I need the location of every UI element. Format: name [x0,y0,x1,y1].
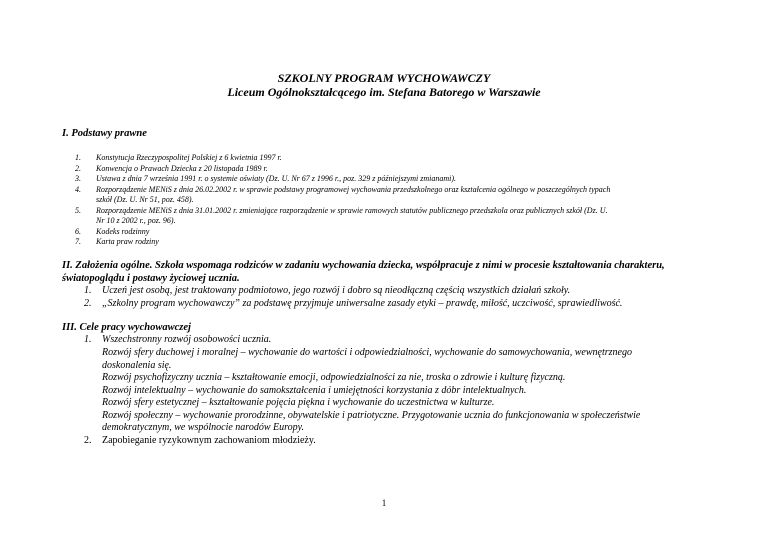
sub-line: Rozwój psychofizyczny ucznia – kształtowanie emocji, odpowiedzialności za nie, troska o zdrowie i kulturę fizyczną. [102,372,566,383]
sub-line: Rozwój intelektualny – wychowanie do samokształcenia i umiejętności korzystania z dóbr intelektualnych. [102,384,527,396]
document-subtitle: Liceum Ogólnokształcącego im. Stefana Batorego w Warszawie [227,85,541,99]
sub-line: Rozwój sfery duchowej i moralnej – wychowanie do wartości i odpowiedzialności, wychowanie do samowychowania, wewnętrznego [102,347,632,358]
sub-line: Rozwój społeczny – wychowanie prorodzinne, obywatelskie i patriotyczne. Przygotowanie ucznia do funkcjonowania w społeczeństwie [102,409,641,421]
section-2-heading-cont: światopoglądu i postawy życiowej ucznia. [62,273,240,284]
section-2-heading: II. Założenia ogólne. Szkoła wspomaga rodziców w zadaniu wychowania dziecka, współpracuje z nimi w procesie kształtowania charakteru, [62,260,665,271]
section-1-heading: I. Podstawy prawne [62,128,147,139]
document-title: SZKOLNY PROGRAM WYCHOWAWCZY [277,71,491,85]
document-page: SZKOLNY PROGRAM WYCHOWAWCZY Liceum Ogólnokształcącego im. Stefana Batorego w Warszawie I. Podstawy prawne 1. Konstytucja Rzeczypospolitej Polskiej z 6 kwietnia 1997 r. 2. Konwencja o Prawach Dziecka z 20 listopada 1989 r. 3. Ustawa z dnia 7 września 1991 r. o systemie oświaty (Dz. U. Nr 67 z 1996 r., poz. 329 z późniejszymi zmianami). 4. Rozporządzenie MENiS z dnia 26.02.2002 r. w sprawie podstawy programowej wychowania przedszkolnego oraz kształcenia ogólnego w poszczególnych typach szkół (Dz. U. Nr 51, poz. 458). 5. Rozporządzenie MENiS z dnia 31.01.2002 r. zmieniające rozporządzenie w sprawie ramowych statutów publicznego przedszkola oraz publicznych szkół (Dz. U. Nr 10 z 2002 r., poz. 96). 6. Kodeks rodzinny 7. Karta praw rodziny II. Założenia ogólne. Szkoła wspomaga rodziców w zadaniu wychowania dziecka, współpracuje z nimi w procesie kształtowania charakteru, światopoglądu i postawy życiowej ucznia. 1. Uczeń jest osobą, jest traktowany podmiotowo, jego rozwój i dobro są nieodłączną częścią wszystkich działań szkoły. 2. „Szkolny program wychowawczy” za podstawę przyjmuje uniwersalne zasady etyki – prawdę, miłość, uczciwość, sprawiedliwość. III. Cele pracy wychowawczej 1. Wszechstronny rozwój osobowości ucznia. Rozwój sfery duchowej i moralnej – wychowanie do wartości i odpowiedzialności, wychowanie do samowychowania, wewnętrznego doskonalenia się. Rozwój psychofizyczny ucznia – kształtowanie emocji, odpowiedzialności za nie, troska o zdrowie i kulturę fizyczną. Rozwój intelektualny – wychowanie do samokształcenia i umiejętności korzystania z dóbr intelektualnych. Rozwój sfery estetycznej – kształtowanie pojęcia piękna i wychowanie do uczestnictwa w kulturze. Rozwój społeczny – wychowanie prorodzinne, obywatelskie i patriotyczne. Przygotowanie ucznia do funkcjonowania w społeczeństwie demokratycznym, we wspólnocie narodów Europy. 2. Zapobieganie ryzykownym zachowaniom młodzieży. 1 [0,0,768,543]
section-3-heading: III. Cele pracy wychowawczej [62,322,191,333]
sub-line: doskonalenia się. [102,359,172,371]
sub-line: Rozwój sfery estetycznej – kształtowanie pojęcia piękna i wychowanie do uczestnictwa w kulturze. [102,397,495,408]
sub-line: demokratycznym, we wspólnocie narodów Europy. [102,422,305,433]
page-number: 1 [381,498,387,508]
